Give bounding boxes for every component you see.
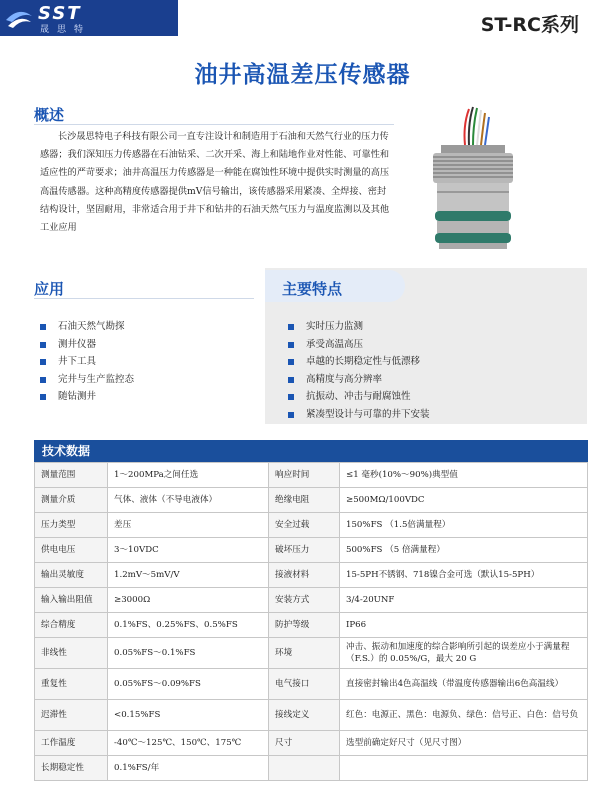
table-row bbox=[35, 513, 588, 538]
spec-key: 绝缘电阻 bbox=[269, 488, 340, 513]
table-row bbox=[35, 731, 588, 756]
table-row bbox=[35, 638, 588, 669]
list-item: 承受高温高压 bbox=[288, 336, 430, 354]
list-item: 石油天然气勘探 bbox=[40, 318, 134, 336]
spec-value: ≤1 毫秒(10%～90%)典型值 bbox=[340, 463, 588, 488]
spec-key: 接线定义 bbox=[269, 700, 340, 731]
table-row bbox=[35, 488, 588, 513]
list-item: 高精度与高分辨率 bbox=[288, 371, 430, 389]
bullet-icon bbox=[288, 342, 294, 348]
spec-key: 输入输出阻值 bbox=[35, 588, 108, 613]
features-list bbox=[288, 318, 430, 423]
table-row bbox=[35, 538, 588, 563]
spec-key: 压力类型 bbox=[35, 513, 108, 538]
bullet-icon bbox=[288, 412, 294, 418]
spec-value: 气体、液体（不导电液体） bbox=[108, 488, 269, 513]
list-item: 测井仪器 bbox=[40, 336, 134, 354]
spec-key: 供电电压 bbox=[35, 538, 108, 563]
spec-value: 15-5PH不锈钢、718镍合金可选（默认15-5PH） bbox=[340, 563, 588, 588]
features-heading: 主要特点 bbox=[282, 280, 343, 298]
spec-value: ≥500MΩ/100VDC bbox=[340, 488, 588, 513]
bullet-icon bbox=[40, 377, 46, 383]
logo bbox=[0, 0, 178, 36]
series-label: ST-RC系列 bbox=[480, 14, 579, 36]
spec-value: 选型前确定好尺寸（见尺寸图） bbox=[340, 731, 588, 756]
bullet-icon bbox=[288, 377, 294, 383]
list-item: 井下工具 bbox=[40, 353, 134, 371]
apps-heading: 应用 bbox=[34, 280, 65, 298]
divider bbox=[34, 124, 394, 125]
brand-name-cn: 晟思特 bbox=[40, 25, 92, 35]
list-item: 抗振动、冲击与耐腐蚀性 bbox=[288, 388, 430, 406]
spec-value: 1.2mV～5mV/V bbox=[108, 563, 269, 588]
spec-value: 冲击、振动和加速度的综合影响所引起的误差应小于满量程（F.S.）的 0.05%/G，最大 20 G bbox=[340, 638, 588, 669]
bullet-icon bbox=[40, 359, 46, 365]
spec-value: 3～10VDC bbox=[108, 538, 269, 563]
spec-key: 响应时间 bbox=[269, 463, 340, 488]
spec-value: 0.1%FS、0.25%FS、0.5%FS bbox=[108, 613, 269, 638]
spec-value bbox=[340, 756, 588, 781]
list-item: 紧凑型设计与可靠的井下安装 bbox=[288, 406, 430, 424]
spec-key: 接液材料 bbox=[269, 563, 340, 588]
apps-list bbox=[40, 318, 134, 406]
spec-value: 直接密封输出4色高温线（带温度传感器输出6色高温线） bbox=[340, 669, 588, 700]
spec-key: 综合精度 bbox=[35, 613, 108, 638]
spec-key: 非线性 bbox=[35, 638, 108, 669]
divider bbox=[34, 298, 254, 299]
spec-value: IP66 bbox=[340, 613, 588, 638]
spec-value: 0.05%FS～0.1%FS bbox=[108, 638, 269, 669]
spec-key: 安全过载 bbox=[269, 513, 340, 538]
table-row bbox=[35, 563, 588, 588]
spec-value: 0.1%FS/年 bbox=[108, 756, 269, 781]
spec-key: 电气接口 bbox=[269, 669, 340, 700]
spec-key bbox=[269, 756, 340, 781]
sensor-image bbox=[413, 105, 533, 250]
spec-key: 重复性 bbox=[35, 669, 108, 700]
table-row bbox=[35, 669, 588, 700]
bullet-icon bbox=[288, 394, 294, 400]
spec-key: 防护等级 bbox=[269, 613, 340, 638]
table-row bbox=[35, 463, 588, 488]
table-row bbox=[35, 756, 588, 781]
brand-name: SST bbox=[38, 3, 82, 24]
bullet-icon bbox=[288, 324, 294, 330]
overview-text: 长沙晟思特电子科技有限公司一直专注设计和制造用于石油和天然气行业的压力传感器；我们深知压力传感器在石油钻采、二次开采、海上和陆地作业对性能、可靠性和适应性的严苛要求；油井高温压力传感器是一种能在腐蚀性环境中提供实时测量的高压高温传感器。这种高精度传感器提供mV信号输出，该传感器采用紧凑、全焊接、密封结构设计，坚固耐用，非常适合用于井下和钻井的石油天然气压力与温度监测以及其他工业应用 bbox=[40, 131, 390, 234]
spec-key: 测量介质 bbox=[35, 488, 108, 513]
page-title: 油井高温差压传感器 bbox=[194, 62, 411, 88]
spec-key: 环境 bbox=[269, 638, 340, 669]
table-row bbox=[35, 588, 588, 613]
logo-mark-icon bbox=[4, 6, 34, 32]
spec-key: 测量范围 bbox=[35, 463, 108, 488]
tech-heading: 技术数据 bbox=[34, 440, 588, 462]
bullet-icon bbox=[288, 359, 294, 365]
list-item: 实时压力监测 bbox=[288, 318, 430, 336]
spec-value: <0.15%FS bbox=[108, 700, 269, 731]
spec-table bbox=[34, 462, 588, 781]
table-row bbox=[35, 700, 588, 731]
spec-value: 500%FS （5 倍满量程） bbox=[340, 538, 588, 563]
bullet-icon bbox=[40, 324, 46, 330]
spec-value: 差压 bbox=[108, 513, 269, 538]
spec-value: -40℃～125℃、150℃、175℃ bbox=[108, 731, 269, 756]
table-row bbox=[35, 613, 588, 638]
spec-value: 0.05%FS～0.09%FS bbox=[108, 669, 269, 700]
overview-heading: 概述 bbox=[34, 106, 65, 124]
list-item: 完井与生产监控态 bbox=[40, 371, 134, 389]
spec-value: ≥3000Ω bbox=[108, 588, 269, 613]
spec-value: 150%FS （1.5倍满量程） bbox=[340, 513, 588, 538]
bullet-icon bbox=[40, 342, 46, 348]
spec-value: 3/4-20UNF bbox=[340, 588, 588, 613]
spec-key: 尺寸 bbox=[269, 731, 340, 756]
list-item: 卓越的长期稳定性与低漂移 bbox=[288, 353, 430, 371]
spec-key: 破坏压力 bbox=[269, 538, 340, 563]
list-item: 随钻测井 bbox=[40, 388, 134, 406]
spec-key: 长期稳定性 bbox=[35, 756, 108, 781]
spec-key: 迟滞性 bbox=[35, 700, 108, 731]
bullet-icon bbox=[40, 394, 46, 400]
spec-value: 红色：电源正、黑色：电源负、绿色：信号正、白色：信号负 bbox=[340, 700, 588, 731]
spec-value: 1～200MPa之间任选 bbox=[108, 463, 269, 488]
spec-key: 工作温度 bbox=[35, 731, 108, 756]
spec-key: 安装方式 bbox=[269, 588, 340, 613]
spec-key: 输出灵敏度 bbox=[35, 563, 108, 588]
